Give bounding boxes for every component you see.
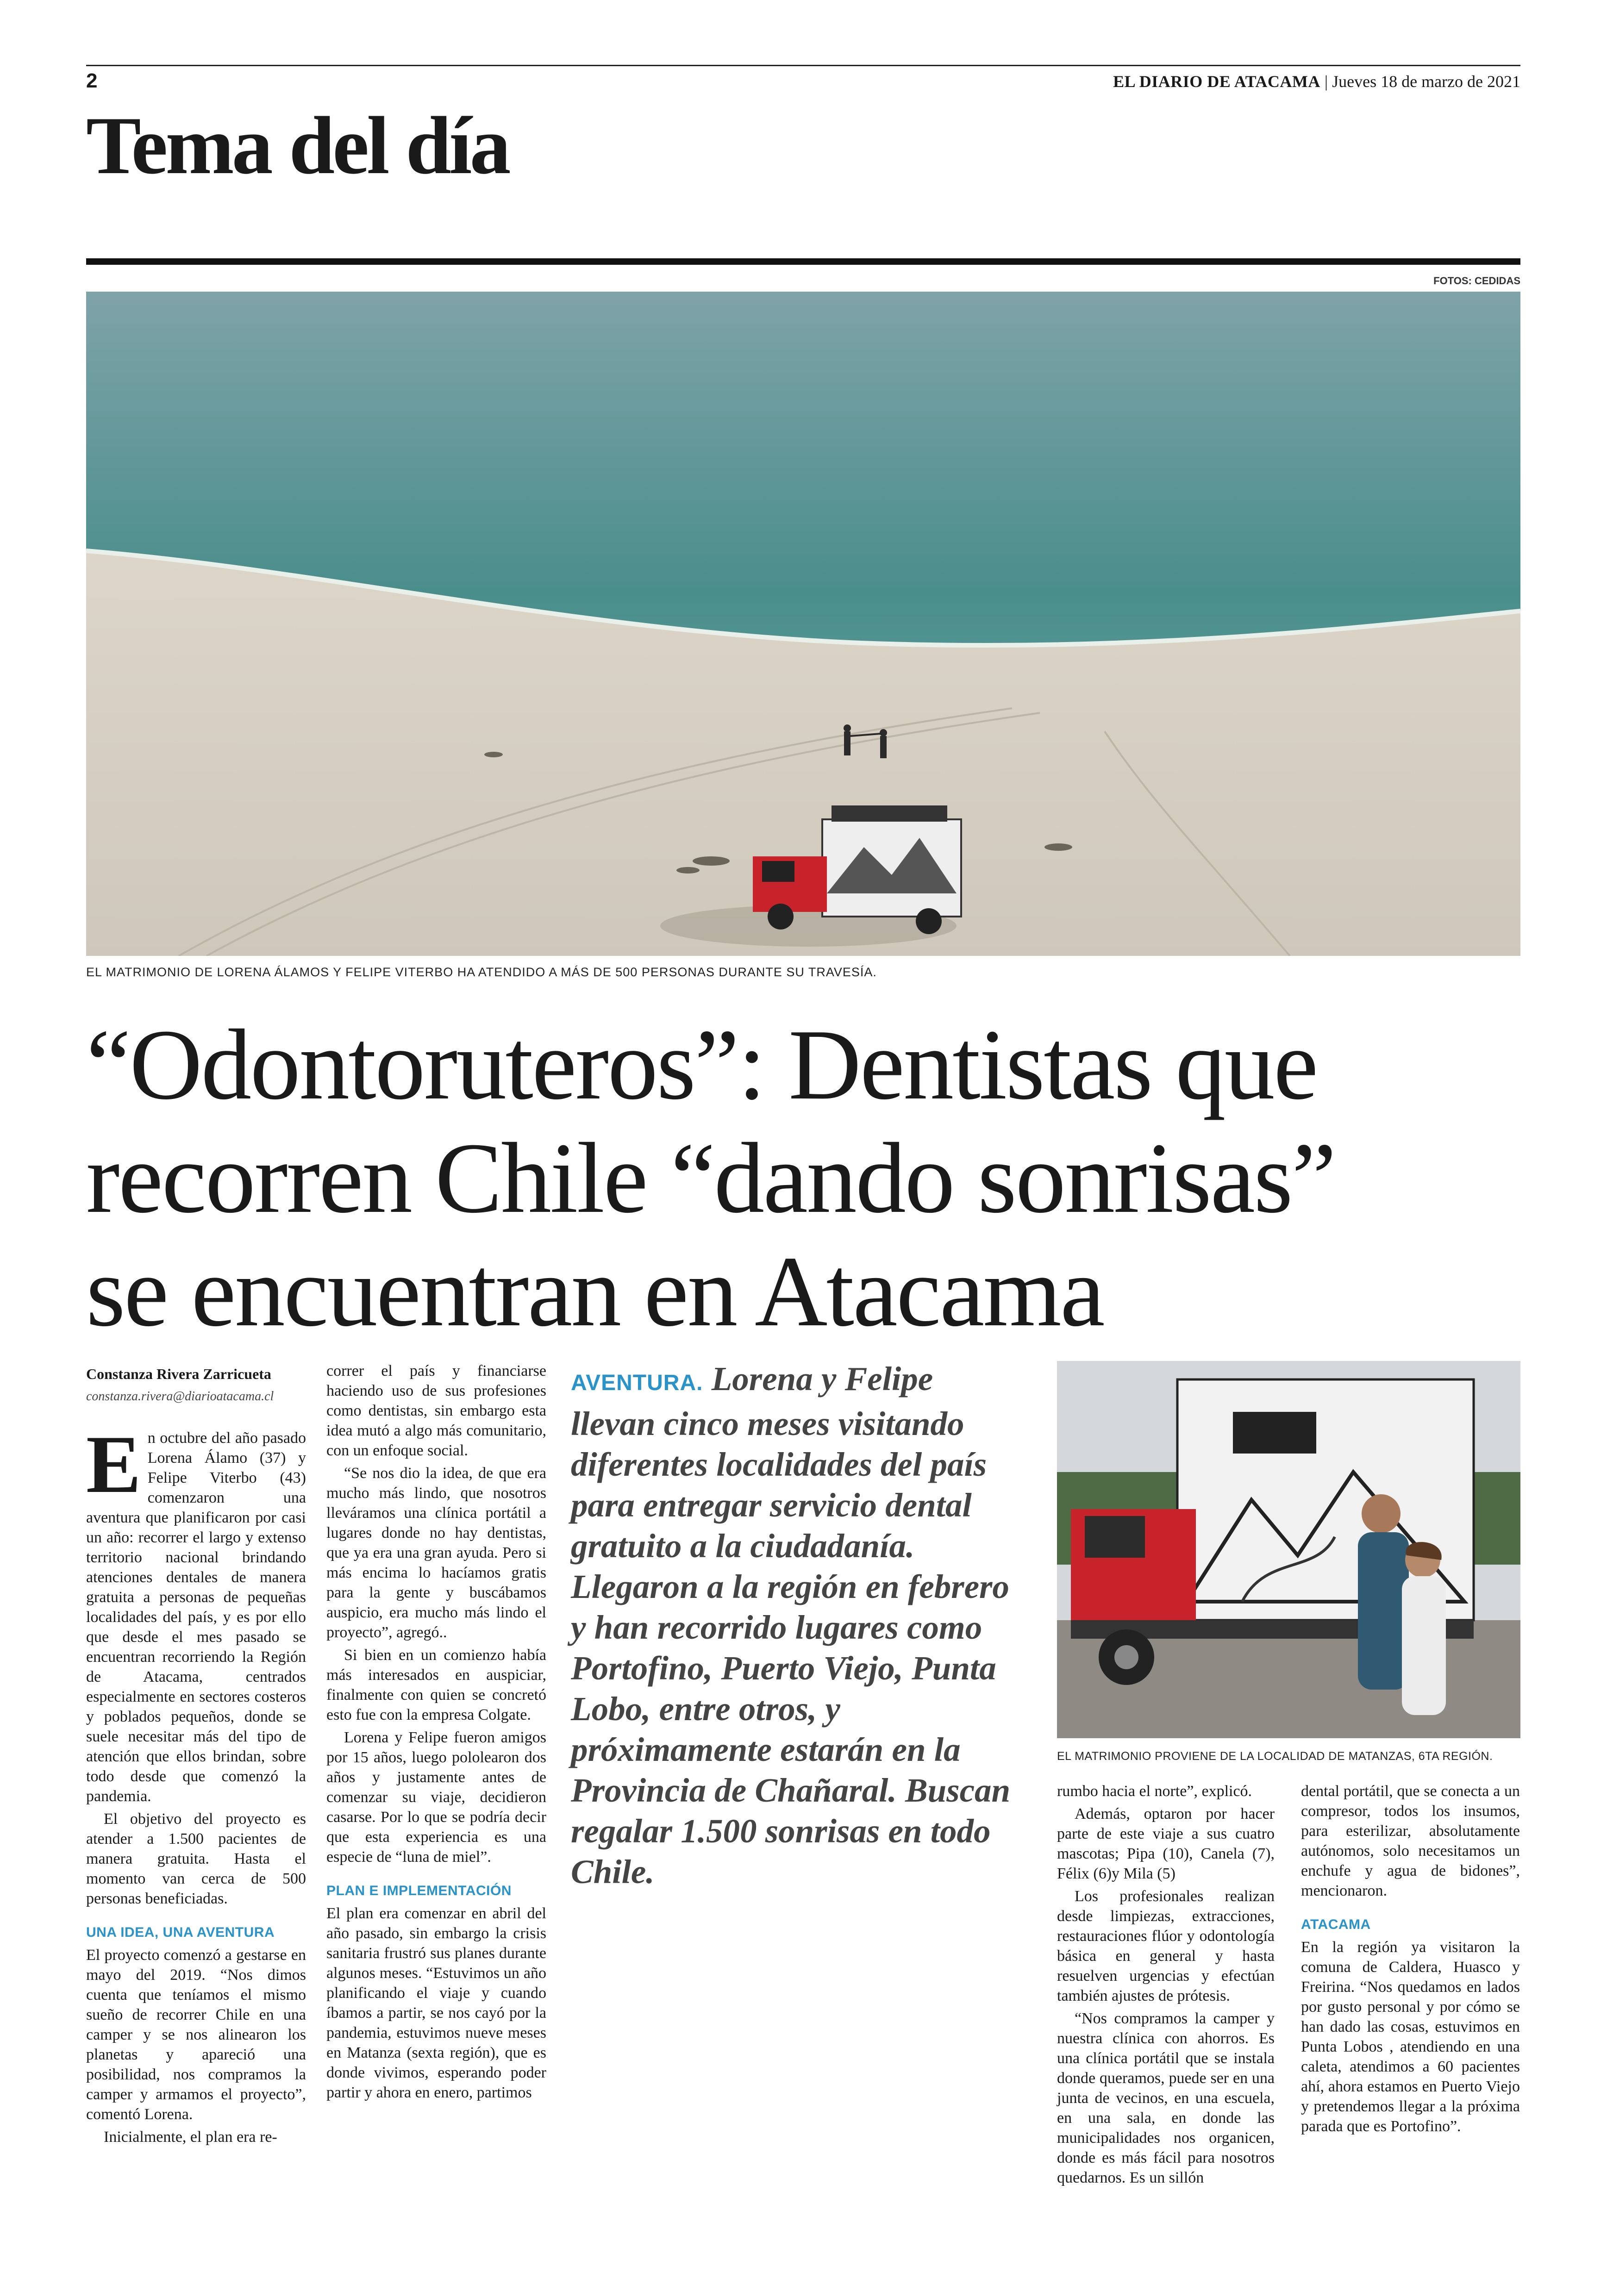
paragraph: rumbo hacia el norte”, explicó. (1057, 1783, 1252, 1800)
paragraph: Además, optaron por hacer parte de este viaje a sus cuatro mascotas; Pipa (10), Canela (7), Félix (6)y Mila (5) (1057, 1805, 1275, 1882)
section-title: Tema del día (86, 100, 509, 191)
pull-quote-tag: AVENTURA. (571, 1371, 703, 1395)
headline-line-3: se encuentran en Atacama (86, 1236, 1104, 1348)
paragraph: “Se nos dio la idea, de que era mucho más lindo, que nosotros lleváramos una clínica portátil a lugares donde no hay dentistas, que ya era una gran ayuda. Pero si más encima lo hacíamos gratis para la gente y buscábamos auspicio, era mucho más lindo el proyecto”, agregó.. (326, 1465, 546, 1641)
paragraph: Los profesionales realizan desde limpiezas, extracciones, restauraciones flúor y odontología básica en general y hasta resuelven urgencias y efectúan también ajustes de prótesis. (1057, 1888, 1275, 2004)
paragraph: El objetivo del proyecto es atender a 1.500 pacientes de manera gratuita. Hasta el momento van cerca de 500 personas beneficiadas. (86, 1810, 306, 1907)
main-photo-caption: EL MATRIMONIO DE LORENA ÁLAMOS Y FELIPE VITERBO HA ATENDIDO A MÁS DE 500 PERSONAS DURANTE SU TRAVESÍA. (86, 965, 877, 979)
masthead-separator: | (1320, 72, 1332, 91)
issue-date: Jueves 18 de marzo de 2021 (1332, 72, 1520, 91)
author-name: Constanza Rivera Zarricueta (86, 1366, 271, 1382)
subheading-plan: PLAN E IMPLEMENTACIÓN (326, 1883, 512, 1898)
subheading-atacama: ATACAMA (1301, 1917, 1371, 1932)
article-column-5 (1301, 1781, 1520, 2139)
article-column-2 (326, 1361, 546, 2105)
pull-quote-text: Lorena y Felipe llevan cinco meses visitando diferentes localidades del país para entregar servicio dental gratuito a la ciudadanía. Llegaron a la región en febrero y han recorrido lugares como Portofino, Puerto Viejo, Punta Lobo, entre otros, y próximamente estarán en la Provincia de Chañaral. Buscan regalar 1.500 sonrisas en todo Chile. (571, 1360, 1011, 1890)
paragraph: En la región ya visitaron la comuna de Caldera, Huasco y Freirina. “Nos quedamos en lados por gusto personal y por cómo se han dado las cosas, estuvimos en Punta Lobos , atendiendo en una caleta, atendimos a 60 pacientes ahí, ahora estamos en Puerto Viejo y pretendemos llegar a la próxima parada que es Portofino”. (1301, 1939, 1520, 2135)
top-rule (86, 65, 1520, 66)
paragraph: El plan era comenzar en abril del año pasado, sin embargo la crisis sanitaria frustró sus planes durante algunos meses. “Estuvimos un año planificando el viaje y cuando íbamos a partir, se nos cayó por la pandemia, estuvimos nueve meses en Matanza (sexta región), que es donde vivimos, esperando poder partir y ahora en enero, partimos (326, 1905, 546, 2101)
paragraph: dental portátil, que se conecta a un compresor, todos los insumos, para esterilizar, absolutamente autónomos, solo necesitamos un enchufe y agua de bidones”, mencionaron. (1301, 1783, 1520, 1899)
beach-aerial-illustration (86, 292, 1520, 956)
paragraph: El proyecto comenzó a gestarse en mayo del 2019. “Nos dimos cuenta que teníamos el mismo sueño de recorrer Chile en una camper y se nos alinearon los planetas y apareció una posibilidad, nos compramos la camper y armamos el proyecto”, comentó Lorena. (86, 1947, 306, 2123)
author-email[interactable]: constanza.rivera@diarioatacama.cl (86, 1389, 274, 1404)
headline-line-1: “Odontoruteros”: Dentistas que (86, 1009, 1317, 1121)
paragraph: Lorena y Felipe fueron amigos por 15 años, luego pololearon dos años y justamente antes de comenzar su viaje, decidieron casarse. Por lo que se podría decir que esta experiencia es una especie de “luna de miel”. (326, 1729, 546, 1866)
article-column-1 (86, 1418, 306, 2150)
main-photo (86, 292, 1520, 956)
headline (86, 1008, 1526, 1348)
masthead (1113, 72, 1520, 91)
publication-name: EL DIARIO DE ATACAMA (1113, 72, 1320, 91)
photo-credit: FOTOS: CEDIDAS (1433, 275, 1520, 287)
subheading-idea: UNA IDEA, UNA AVENTURA (86, 1925, 275, 1940)
couple-photo-caption: EL MATRIMONIO PROVIENE DE LA LOCALIDAD DE MATANZAS, 6TA REGIÓN. (1057, 1750, 1493, 1763)
paragraph: Inicialmente, el plan era re- (104, 2128, 277, 2146)
byline (86, 1366, 308, 1404)
article-column-4 (1057, 1781, 1275, 2190)
paragraph: correr el país y financiarse haciendo uso de sus profesiones como dentistas, sin embargo esta idea mutó a algo más comunitario, con un enfoque social. (326, 1362, 546, 1459)
couple-photo (1057, 1361, 1520, 1738)
pull-quote (571, 1359, 1025, 1892)
paragraph: “Nos compramos la camper y nuestra clínica con ahorros. Es una clínica portátil que se instala donde queramos, puede ser en una junta de vecinos, en una escuela, en una sala, en donde las municipalidades nos organicen, donde es más fácil para nosotros quedarnos. Es un sillón (1057, 2010, 1275, 2186)
paragraph: En octubre del año pasado Lorena Álamo (37) y Felipe Viterbo (43) comenzaron una aventura que planificaron por casi un año: recorrer el largo y extenso territorio nacional brindando atenciones dentales de manera gratuita a personas de pequeñas localidades del país, y es por ello que desde el mes pasado se encuentran recorriendo la Región de Atacama, centrados especialmente en sectores costeros y poblados pequeños, donde se suele necesitar más del tipo de atención que ellos brindan, sobre todo desde que comenzó la pandemia. (86, 1418, 306, 1805)
drop-cap: E (86, 1418, 141, 1510)
page-number: 2 (86, 69, 98, 92)
section-rule (86, 258, 1520, 265)
paragraph: Si bien en un comienzo había más interesados en auspiciar, finalmente con quien se concretó esto fue con la empresa Colgate. (326, 1647, 546, 1723)
camper-couple-illustration (1057, 1361, 1520, 1738)
headline-line-2: recorren Chile “dando sonrisas” (86, 1123, 1335, 1234)
